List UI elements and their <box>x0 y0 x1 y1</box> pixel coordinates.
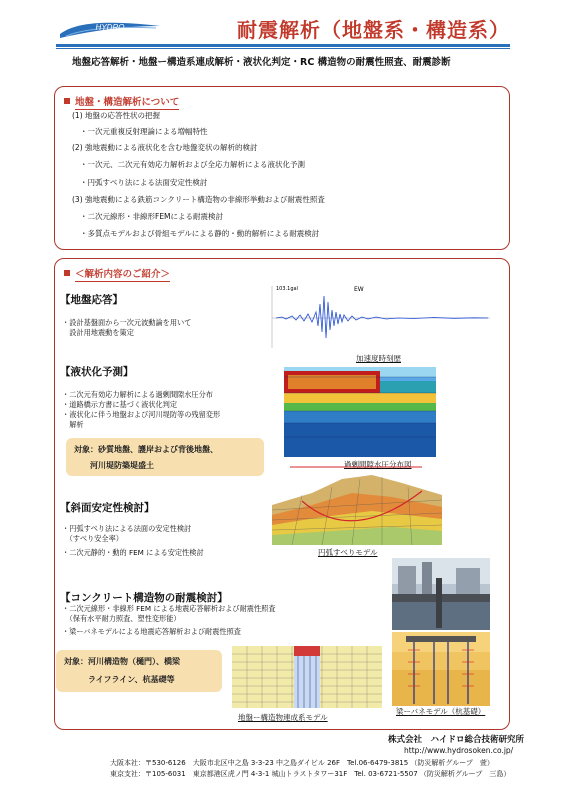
slip-circle-figure <box>272 465 442 545</box>
ground-response-title: 【地盤応答】 <box>60 294 123 306</box>
liquefaction-title: 【液状化予測】 <box>60 366 134 378</box>
company-logo <box>56 16 164 46</box>
concrete-line: （保有水平耐力照査、塑性変形能） <box>62 614 181 623</box>
overview-line: ・円弧すべり法による法面安定性検討 <box>80 178 208 187</box>
pore-pressure-caption: 過剰間隙水圧分布図 <box>344 460 412 469</box>
beam-spring-model-figure <box>392 632 490 706</box>
river-structure-photo <box>392 558 490 630</box>
overview-header: 地盤・構造解析について <box>64 94 179 108</box>
pore-pressure-figure <box>284 367 436 457</box>
slope-stability-line: ・円弧すべり法による法面の安定性検討 <box>62 524 192 533</box>
company-name: 株式会社 ハイドロ総合技術研究所 <box>388 735 525 745</box>
analysis-header: ＜解析内容のご紹介＞ <box>64 266 170 280</box>
liquefaction-target: 対象：砂質地盤、護岸および背後地盤、 河川堤防築堤盛土 <box>66 438 264 476</box>
overview-line: ・多質点モデルおよび骨組モデルによる静的・動的解析による耐震検討 <box>80 229 320 238</box>
concrete-line: ・梁ーバネモデルによる地震応答解析および耐震性照査 <box>62 627 241 636</box>
square-bullet-icon <box>64 270 70 276</box>
liquefaction-line: ・液状化に伴う地盤および河川堤防等の残留変形 <box>62 410 221 419</box>
overview-line: ・二次元線形・非線形FEMによる耐震検討 <box>80 212 224 221</box>
osaka-address: 大阪本社：〒530-6126 大阪市北区中之島 3-3-23 中之島ダイビル 26F Tel.06-6479-3815 （防災解析グループ 萱） <box>110 759 494 767</box>
svg-text:HYDRO: HYDRO <box>95 23 125 32</box>
overview-line: (2) 強地震動による液状化を含む地盤変状の解析的検討 <box>72 143 258 152</box>
concrete-target: 対象：河川構造物（樋門）、橋梁 ライフライン、杭基礎等 <box>56 650 222 692</box>
ground-response-line: 設計用地震動を策定 <box>62 328 134 337</box>
slope-stability-line: ・二次元静的・動的 FEM による安定性検討 <box>62 548 204 557</box>
overview-line: ・一次元重複反射理論による増幅特性 <box>80 127 208 136</box>
overview-line: (1) 地盤の応答性状の把握 <box>72 111 161 120</box>
acceleration-time-history-figure <box>254 282 498 352</box>
page-title: 耐震解析（地盤系・構造系） <box>237 18 510 42</box>
liquefaction-line: 解析 <box>62 420 84 429</box>
slope-stability-title: 【斜面安定性検討】 <box>60 502 155 514</box>
slip-circle-caption: 円弧すべりモデル <box>318 548 378 557</box>
square-bullet-icon <box>64 98 70 104</box>
overview-line: ・一次元、二次元有効応力解析および全応力解析による液状化予測 <box>80 160 305 169</box>
beam-spring-caption: 梁ーバネモデル（杭基礎） <box>396 707 486 716</box>
ground-response-line: ・設計基盤面から一次元波動論を用いて <box>62 318 192 327</box>
header-rule-thin <box>56 48 510 49</box>
soil-structure-caption: 地盤ー構造物連成系モデル <box>238 713 328 722</box>
page-subtitle: 地盤応答解析・地盤ー構造系連成解析・液状化判定・RC 構造物の耐震性照査、耐震診断 <box>72 57 451 68</box>
liquefaction-line: ・道路橋示方書に基づく液状化判定 <box>62 400 178 409</box>
svg-text:103.1gal: 103.1gal <box>276 286 298 292</box>
overview-line: (3) 強地震動による鉄筋コンクリート構造物の非線形挙動および耐震性照査 <box>72 195 325 204</box>
concrete-line: ・二次元線形・非線形 FEM による地震応答解析および耐震性照査 <box>62 604 276 613</box>
company-url[interactable]: http://www.hydrosoken.co.jp/ <box>404 746 514 755</box>
tokyo-address: 東京支社：〒105-6031 東京都港区虎ノ門 4-3-1 城山トラストタワー31F Tel. 03-6721-5507 （防災解析グループ 三島） <box>110 770 511 778</box>
soil-structure-model-figure <box>232 646 382 708</box>
liquefaction-line: ・二次元有効応力解析による過剰間隙水圧分布 <box>62 390 213 399</box>
slope-stability-line: （すべり安全率） <box>62 534 123 543</box>
acceleration-caption: 加速度時刻歴 <box>356 354 401 363</box>
concrete-title: 【コンクリート構造物の耐震検討】 <box>60 592 228 604</box>
header-rule <box>56 44 510 47</box>
svg-text:EW: EW <box>354 286 364 293</box>
